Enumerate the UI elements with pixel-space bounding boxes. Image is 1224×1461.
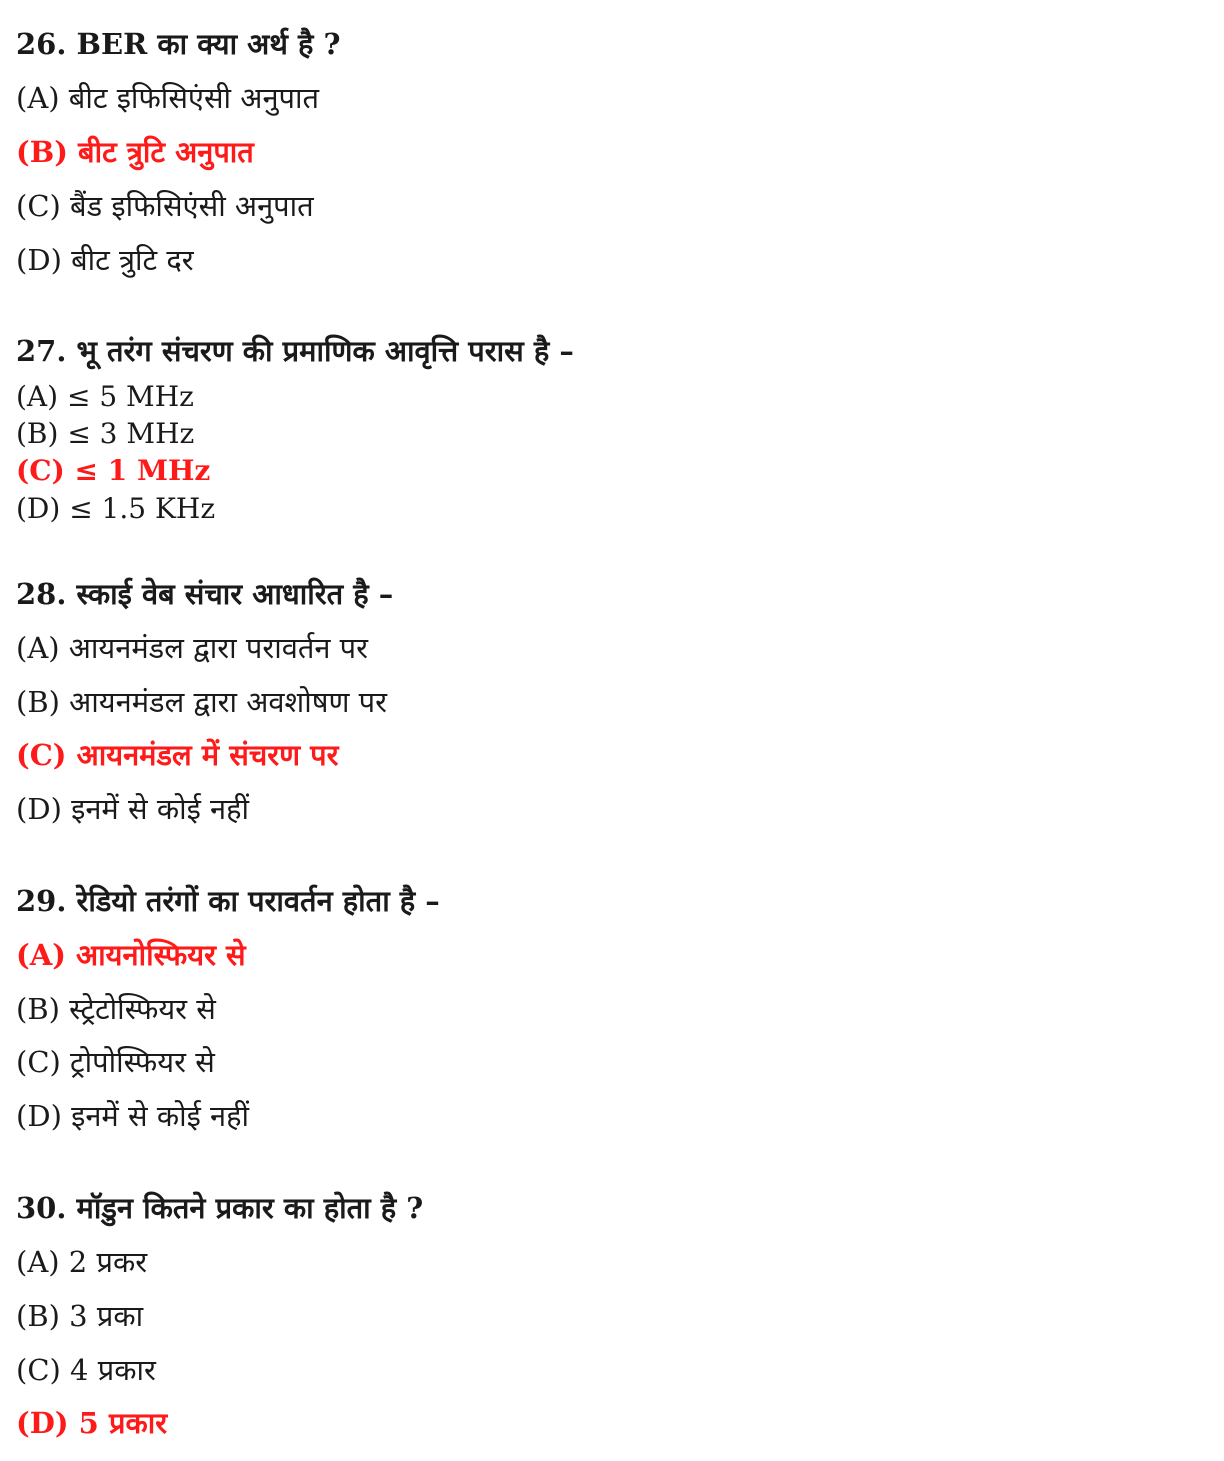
question-27-option-b: (B) ≤ 3 MHz	[16, 417, 195, 450]
question-29-title: 29. रेडियो तरंगों का परावर्तन होता है –	[16, 884, 440, 918]
question-27-option-a: (A) ≤ 5 MHz	[16, 380, 194, 413]
question-27-title: 27. भू तरंग संचरण की प्रमाणिक आवृत्ति परास है –	[16, 334, 574, 368]
question-26-option-d: (D) बीट त्रुटि दर	[16, 243, 194, 277]
question-26-option-a: (A) बीट इफिसिएंसी अनुपात	[16, 81, 320, 115]
question-28-option-d: (D) इनमें से कोई नहीं	[16, 792, 250, 826]
question-30-option-c: (C) 4 प्रकार	[16, 1353, 156, 1387]
question-29-option-c: (C) ट्रोपोस्फियर से	[16, 1045, 215, 1079]
question-30-option-d-correct: (D) 5 प्रकार	[16, 1406, 168, 1440]
question-29-option-a-correct: (A) आयनोस्फियर से	[16, 938, 246, 972]
question-27-option-d: (D) ≤ 1.5 KHz	[16, 492, 216, 525]
question-30-option-a: (A) 2 प्रकर	[16, 1245, 148, 1279]
question-28-option-a: (A) आयनमंडल द्वारा परावर्तन पर	[16, 631, 369, 665]
question-29-option-b: (B) स्ट्रेटोस्फियर से	[16, 992, 216, 1026]
question-30-title: 30. मॉडुन कितने प्रकार का होता है ?	[16, 1191, 424, 1225]
question-29-option-d: (D) इनमें से कोई नहीं	[16, 1099, 250, 1133]
question-28-option-c-correct: (C) आयनमंडल में संचरण पर	[16, 738, 339, 772]
question-28-title: 28. स्काई वेब संचार आधारित है –	[16, 577, 394, 611]
question-26-option-c: (C) बैंड इफिसिएंसी अनुपात	[16, 189, 314, 223]
question-28-option-b: (B) आयनमंडल द्वारा अवशोषण पर	[16, 685, 388, 719]
question-26-title: 26. BER का क्या अर्थ है ?	[16, 27, 341, 61]
question-27-option-c-correct: (C) ≤ 1 MHz	[16, 454, 211, 487]
question-30-option-b: (B) 3 प्रका	[16, 1299, 144, 1333]
question-26-option-b-correct: (B) बीट त्रुटि अनुपात	[16, 135, 254, 169]
